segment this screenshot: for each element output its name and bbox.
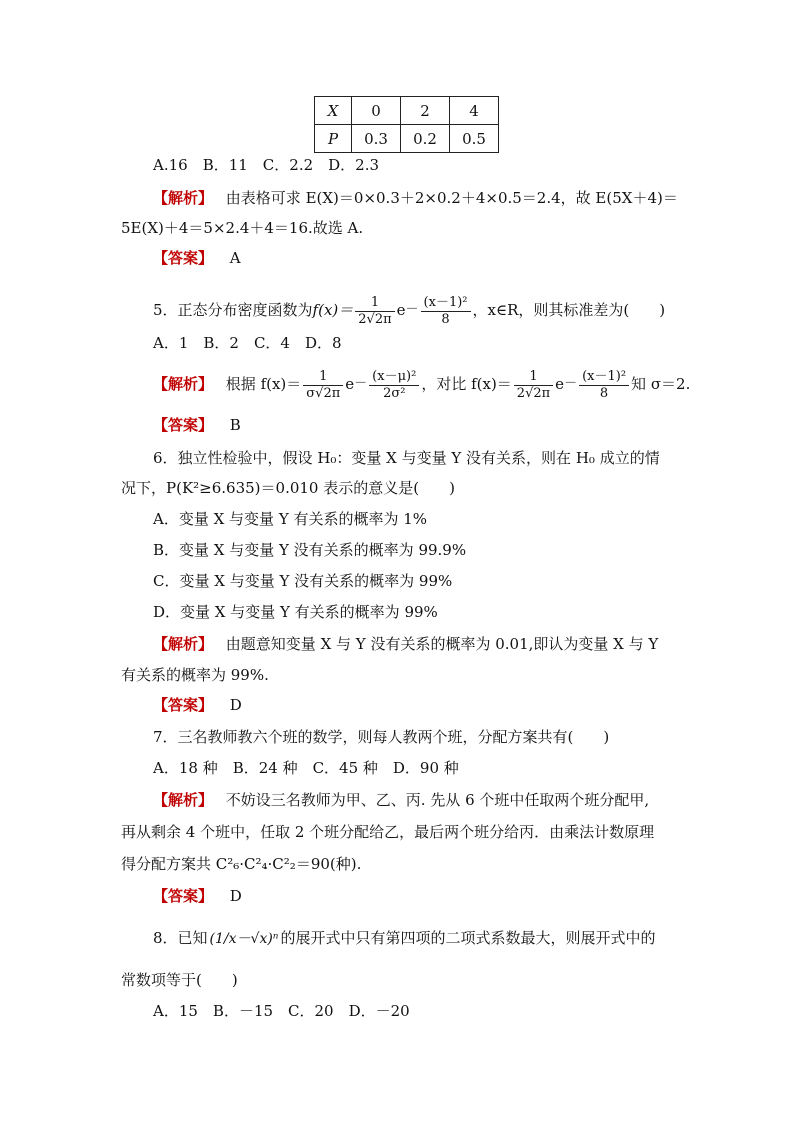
- answer-value: D: [229, 696, 242, 714]
- analysis-tag: 【解析】: [153, 189, 214, 207]
- q8-expression: (1/x－√x)ⁿ: [209, 931, 279, 947]
- q6-option-d: D．变量 X 与变量 Y 有关系的概率为 99%: [153, 603, 438, 621]
- q6-option-a: A．变量 X 与变量 Y 有关系的概率为 1%: [153, 510, 428, 528]
- q6-option-b: B．变量 X 与变量 Y 没有关系的概率为 99.9%: [153, 541, 467, 559]
- q6-answer: [153, 695, 242, 715]
- table-row: [315, 125, 499, 153]
- euler-e: e: [396, 301, 406, 319]
- q6-analysis-line2: 有关系的概率为 99%.: [121, 666, 269, 684]
- analysis-tag: 【解析】: [153, 791, 214, 809]
- answer-tag: 【答案】: [153, 887, 214, 905]
- q4-options: A.16 B．11 C．2.2 D．2.3: [153, 156, 380, 174]
- q4-answer: [153, 248, 241, 268]
- table-cell: 0.3: [352, 125, 401, 153]
- q6-stem-line2: 况下，P(K²≥6.635)＝0.010 表示的意义是( ): [121, 479, 455, 497]
- q8-stem-line2: 常数项等于( ): [121, 971, 238, 989]
- q7-analysis-line1: 【解析】 不妨设三名教师为甲、乙、丙. 先从 6 个班中任取两个班分配甲,: [153, 791, 650, 809]
- q7-analysis-line2: 再从剩余 4 个班中，任取 2 个班分配给乙，最后两个班分给丙．由乘法计数原理: [121, 823, 655, 841]
- q4-analysis-line1: [153, 188, 678, 208]
- q5-function: f(x)＝: [312, 301, 354, 319]
- analysis-text: 由表格可求 E(X)＝0×0.3＋2×0.2＋4×0.5＝2.4，故 E(5X＋4)＝: [225, 189, 678, 207]
- q5-stem: 5．正态分布密度函数为f(x)＝ $\frac{1}{2√2\pi}$ e－ $\frac{\text{(x－1)²}}{8}$ ，x∈R，则其标准差为( ): [153, 294, 666, 327]
- answer-value: D: [229, 887, 242, 905]
- table-cell: X: [315, 97, 352, 125]
- analysis-tag: 【解析】: [153, 375, 214, 393]
- q4-analysis-line2: 5E(X)＋4＝5×2.4＋4＝16.故选 A.: [121, 219, 364, 237]
- distribution-table: [314, 96, 499, 153]
- answer-value: A: [229, 249, 241, 267]
- q8-stem-line1: 8．已知 (1/x－√x)ⁿ 的展开式中只有第四项的二项式系数最大，则展开式中的: [153, 929, 656, 947]
- q7-analysis-line3: 得分配方案共 C²₆·C²₄·C²₂＝90(种).: [121, 855, 362, 873]
- q5-options: A．1 B．2 C．4 D．8: [153, 334, 342, 352]
- fraction: $\frac{1}{2√2\pi}$: [355, 295, 394, 328]
- q7-answer: [153, 886, 242, 906]
- table-row: [315, 97, 499, 125]
- exponent-fraction: $\frac{\text{(x－μ)²}}{\text{2σ²}}$: [369, 369, 419, 402]
- table-cell: 0.2: [401, 125, 450, 153]
- table-cell: 2: [401, 97, 450, 125]
- q6-option-c: C．变量 X 与变量 Y 没有关系的概率为 99%: [153, 572, 453, 590]
- answer-tag: 【答案】: [153, 249, 214, 267]
- table-cell: 4: [450, 97, 499, 125]
- q5-analysis: 【解析】 根据 f(x)＝ $\frac{1}{\sigma√2\pi}$ e－ $\frac{\text{(x－μ)²}}{\text{2σ²}}$ ，对比 f(x)＝ $\frac{1}{2√2\pi}$ e－ $\frac{\text{(x－1)²}}{8}$ 知 σ＝2.: [153, 368, 691, 401]
- analysis-tag: 【解析】: [153, 635, 214, 653]
- q6-analysis-line1: 【解析】 由题意知变量 X 与 Y 没有关系的概率为 0.01,即认为变量 X 与 Y: [153, 635, 659, 653]
- table-cell: 0: [352, 97, 401, 125]
- exponent-fraction: $\frac{\text{(x－1)²}}{8}$: [579, 369, 629, 402]
- q7-stem: 7．三名教师教六个班的数学，则每人教两个班，分配方案共有( ): [153, 728, 610, 746]
- exponent-fraction: $\frac{\text{(x－1)²}}{8}$: [421, 295, 471, 328]
- q5-stem-text: 5．正态分布密度函数为: [153, 301, 313, 319]
- q8-options: A．15 B．－15 C．20 D．－20: [153, 1002, 410, 1020]
- fraction: $\frac{1}{\sigma√2\pi}$: [303, 369, 343, 402]
- answer-tag: 【答案】: [153, 416, 214, 434]
- q5-answer: [153, 415, 241, 435]
- q6-stem-line1: 6．独立性检验中，假设 H₀：变量 X 与变量 Y 没有关系，则在 H₀ 成立的情: [153, 449, 660, 467]
- q7-options: A．18 种 B．24 种 C．45 种 D．90 种: [153, 759, 459, 777]
- answer-value: B: [229, 416, 241, 434]
- q5-stem-tail: ，x∈R，则其标准差为( ): [472, 301, 666, 319]
- answer-tag: 【答案】: [153, 696, 214, 714]
- table-cell: 0.5: [450, 125, 499, 153]
- fraction: $\frac{1}{2√2\pi}$: [514, 369, 553, 402]
- table-cell: P: [315, 125, 352, 153]
